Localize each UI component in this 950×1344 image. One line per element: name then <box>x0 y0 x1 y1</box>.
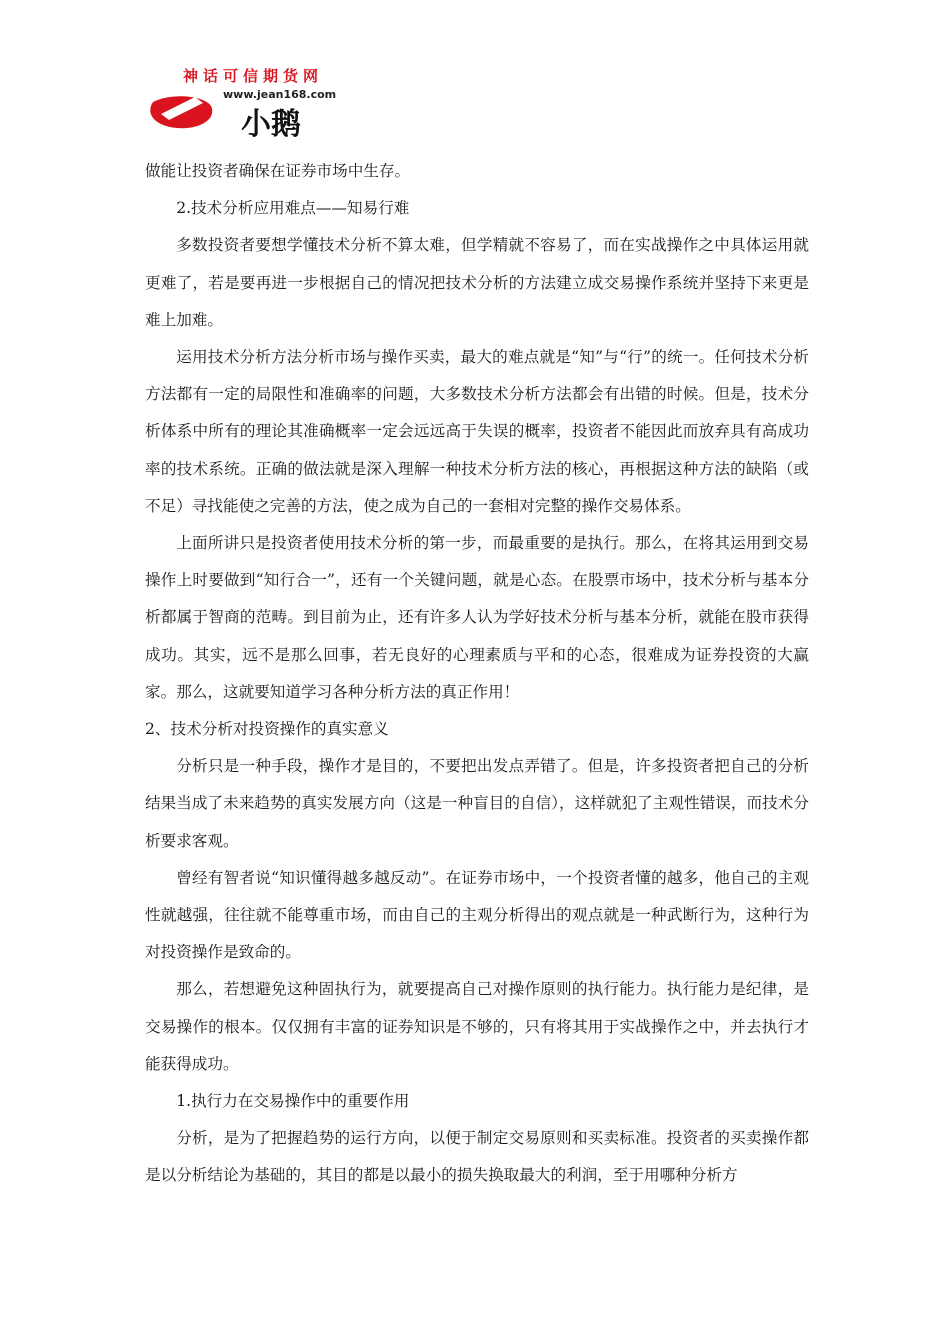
subheading-2-difficulty: 2.技术分析应用难点——知易行难 <box>176 199 410 218</box>
logo-swoosh-icon <box>150 96 212 128</box>
paragraph: 分析，是为了把握趋势的运行方向，以便于制定交易原则和买卖标准。投资者的买卖操作都是以分析结论为基础的，其目的都是以最小的损失换取最大的利润，至于用哪种分析方 <box>145 1129 809 1185</box>
paragraph-continuation: 做能让投资者确保在证券市场中生存。 <box>145 162 411 180</box>
logo-brand: 小鹅 <box>241 107 301 140</box>
company-logo <box>143 64 353 140</box>
paragraph: 上面所讲只是投资者使用技术分析的第一步，而最重要的是执行。那么，在将其运用到交易操作上时要做到“知行合一”，还有一个关键问题，就是心态。在股票市场中，技术分析与基本分析都属于智商的范畴。到目前为止，还有许多人认为学好技术分析与基本分析，就能在股市获得成功。其实，远不是那么回事，若无良好的心理素质与平和的心态，很难成为证券投资的大赢家。那么，这就要知道学习各种分析方法的真正作用！ <box>145 534 809 701</box>
paragraph: 分析只是一种手段，操作才是目的，不要把出发点弄错了。但是，许多投资者把自己的分析结果当成了未来趋势的真实发展方向（这是一种盲目的自信），这样就犯了主观性错误，而技术分析要求客观。 <box>145 757 809 850</box>
paragraph: 那么，若想避免这种固执行为，就要提高自己对操作原则的执行能力。执行能力是纪律，是交易操作的根本。仅仅拥有丰富的证券知识是不够的，只有将其用于实战操作之中，并去执行才能获得成功。 <box>145 980 809 1073</box>
paragraph: 曾经有智者说“知识懂得越多越反动”。在证券市场中，一个投资者懂的越多，他自己的主观性就越强，往往就不能尊重市场，而由自己的主观分析得出的观点就是一种武断行为，这种行为对投资操作是致命的。 <box>145 868 809 962</box>
paragraph: 多数投资者要想学懂技术分析不算太难，但学精就不容易了，而在实战操作之中具体运用就更难了，若是要再进一步根据自己的情况把技术分析的方法建立成交易操作系统并坚持下来更是难上加难。 <box>145 236 809 329</box>
section-heading-2: 2、技术分析对投资操作的真实意义 <box>145 720 389 739</box>
logo-url: www.jean168.com <box>223 88 337 101</box>
document-body <box>145 153 809 1195</box>
paragraph: 运用技术分析方法分析市场与操作买卖，最大的难点就是“知”与“行”的统一。任何技术分析方法都有一定的局限性和准确率的问题，大多数技术分析方法都会有出错的时候。但是，技术分析体系中所有的理论其准确概率一定会远远高于失误的概率，投资者不能因此而放弃具有高成功率的技术系统。正确的做法就是深入理解一种技术分析方法的核心，再根据这种方法的缺陷（或不足）寻找能使之完善的方法，使之成为自己的一套相对完整的操作交易体系。 <box>145 348 809 515</box>
logo-slogan: 神话可信期货网 <box>183 67 324 85</box>
subheading-1-execution: 1.执行力在交易操作中的重要作用 <box>176 1092 410 1111</box>
